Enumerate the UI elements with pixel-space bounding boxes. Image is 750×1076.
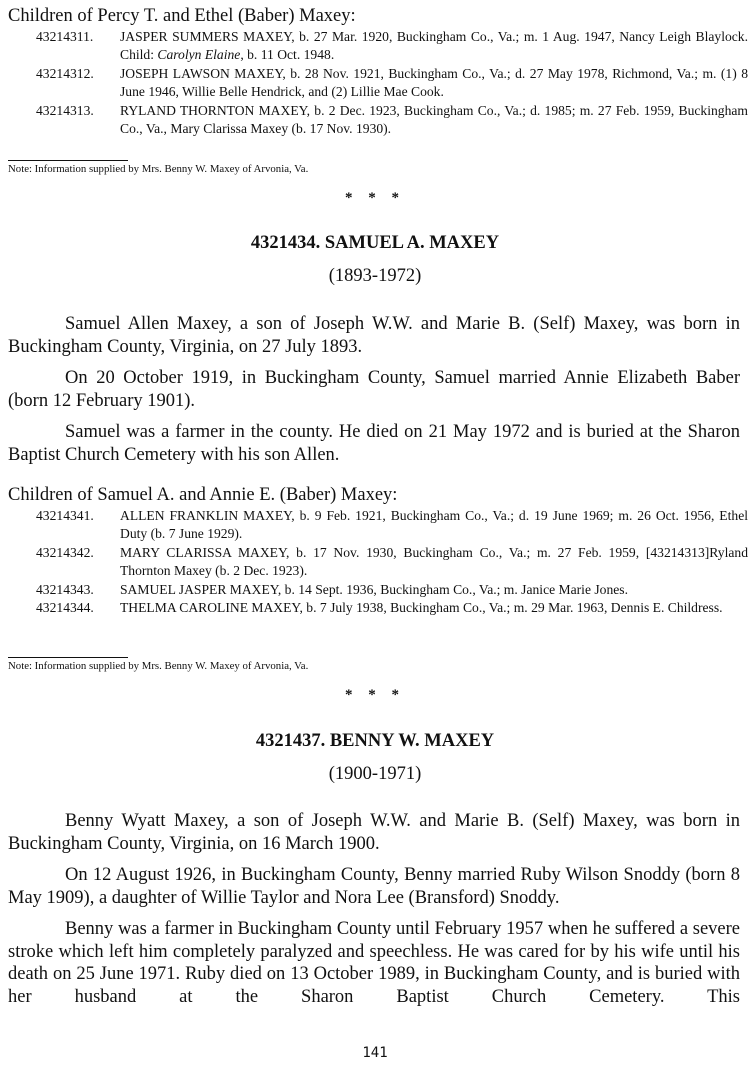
source-note: Note: Information supplied by Mrs. Benny W. Maxey of Arvonia, Va.	[8, 660, 309, 672]
paragraph: Samuel Allen Maxey, a son of Joseph W.W. and Marie B. (Self) Maxey, was born in Buckingham County, Virginia, on 27 July 1893.	[8, 314, 740, 357]
life-dates: (1900-1971)	[328, 764, 422, 784]
paragraph: On 20 October 1919, in Buckingham County, Samuel married Annie Elizabeth Baber (born 12 February 1901).	[8, 368, 740, 411]
paragraph: On 12 August 1926, in Buckingham County, Benny married Ruby Wilson Snoddy (born 8 May 1909), a daughter of Willie Taylor and Nora Lee (Bransford) Snoddy.	[8, 865, 740, 908]
section-separator: * * *	[345, 190, 405, 206]
children-heading: Children of Samuel A. and Annie E. (Baber) Maxey:	[8, 485, 398, 505]
child-number: 43214343.	[36, 582, 94, 597]
section-heading: 4321437. BENNY W. MAXEY	[255, 731, 495, 751]
page-number: 141	[362, 1045, 388, 1061]
section-separator: * * *	[345, 687, 405, 703]
child-text: THELMA CAROLINE MAXEY, b. 7 July 1938, Buckingham Co., Va.; m. 29 Mar. 1963, Dennis E. Childress.	[120, 600, 723, 615]
child-text: RYLAND THORNTON MAXEY, b. 2 Dec. 1923, Buckingham Co., Va.; d. 1985; m. 27 Feb. 1959, Buckingham Co., Va., Mary Clarissa Maxey (b. 17 Nov. 1930).	[120, 103, 748, 136]
child-text: JASPER SUMMERS MAXEY, b. 27 Mar. 1920, Buckingham Co., Va.; m. 1 Aug. 1947, Nancy Leigh Blaylock. Child: Carolyn Elaine, b. 11 Oct. 1948.	[120, 29, 748, 62]
child-number: 43214344.	[36, 600, 94, 615]
child-number: 43214311.	[36, 29, 94, 44]
child-number: 43214342.	[36, 545, 94, 560]
child-text: SAMUEL JASPER MAXEY, b. 14 Sept. 1936, Buckingham Co., Va.; m. Janice Marie Jones.	[120, 582, 628, 597]
child-text: MARY CLARISSA MAXEY, b. 17 Nov. 1930, Buckingham Co., Va.; m. 27 Feb. 1959, [43214313]Ryland Thornton Maxey (b. 2 Dec. 1923).	[120, 545, 748, 578]
paragraph: Benny Wyatt Maxey, a son of Joseph W.W. and Marie B. (Self) Maxey, was born in Buckingham County, Virginia, on 16 March 1900.	[8, 811, 740, 854]
note-rule	[8, 657, 128, 658]
section-heading: 4321434. SAMUEL A. MAXEY	[250, 233, 500, 253]
child-number: 43214312.	[36, 66, 94, 81]
child-number: 43214313.	[36, 103, 94, 118]
note-rule	[8, 160, 128, 161]
child-number: 43214341.	[36, 508, 94, 523]
paragraph: Samuel was a farmer in the county. He died on 21 May 1972 and is buried at the Sharon Baptist Church Cemetery with his son Allen.	[8, 422, 740, 465]
life-dates: (1893-1972)	[328, 266, 422, 286]
children-heading: Children of Percy T. and Ethel (Baber) Maxey:	[8, 6, 356, 26]
child-text: ALLEN FRANKLIN MAXEY, b. 9 Feb. 1921, Buckingham Co., Va.; d. 19 June 1969; m. 26 Oct. 1956, Ethel Duty (b. 7 June 1929).	[120, 508, 748, 541]
source-note: Note: Information supplied by Mrs. Benny W. Maxey of Arvonia, Va.	[8, 163, 309, 175]
child-text: JOSEPH LAWSON MAXEY, b. 28 Nov. 1921, Buckingham Co., Va.; d. 27 May 1978, Richmond, Va.; m. (1) 8 June 1946, Willie Belle Hendrick, and (2) Lillie Mae Cook.	[120, 66, 748, 99]
paragraph: Benny was a farmer in Buckingham County until February 1957 when he suffered a severe stroke which left him completely paralyzed and speechless. He was cared for by his wife until his death on 25 June 1971. Ruby died on 13 October 1989, in Buckingham County, and is buried with her husband at the Sharon Baptist Church Cemetery. This	[8, 919, 740, 1007]
